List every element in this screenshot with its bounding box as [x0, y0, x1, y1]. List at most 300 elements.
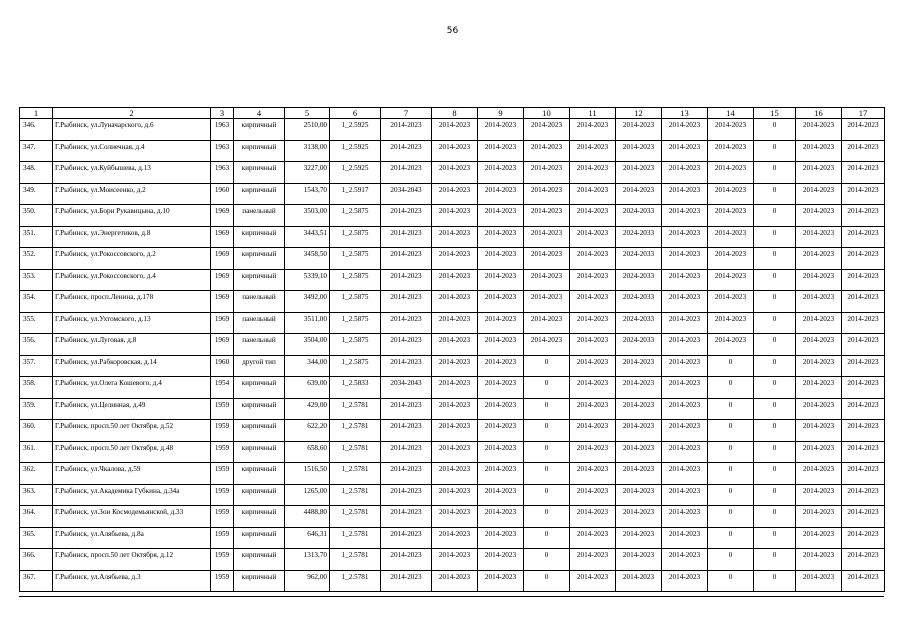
- area-cell: 3504,00: [285, 334, 330, 356]
- code-cell: 1_2.5781: [330, 570, 381, 592]
- period-col-14-cell: 2014-2023: [708, 291, 754, 313]
- period-col-10-cell: 0: [524, 484, 570, 506]
- address-cell: Г.Рыбинск, ул.Целинная, д.49: [53, 398, 211, 420]
- wall-material-cell: кирпичный: [234, 484, 285, 506]
- wall-material-cell: другой тип: [234, 355, 285, 377]
- period-col-14-cell: 2014-2023: [708, 248, 754, 270]
- code-cell: 1_2.5925: [330, 140, 381, 162]
- period-col-13-cell: 2014-2023: [662, 355, 708, 377]
- row-number-cell: 351.: [20, 226, 53, 248]
- row-number-cell: 366.: [20, 549, 53, 571]
- code-cell: 1_2.5925: [330, 119, 381, 141]
- period-col-17-cell: 2014-2023: [842, 570, 885, 592]
- period-col-12-cell: 2014-2023: [616, 355, 662, 377]
- column-header-12: 12: [616, 108, 662, 119]
- address-cell: Г.Рыбинск, ул.Олега Кошевого, д.4: [53, 377, 211, 399]
- period-col-14-cell: 2014-2023: [708, 334, 754, 356]
- row-number-cell: 367.: [20, 570, 53, 592]
- period-col-16-cell: 2014-2023: [796, 420, 842, 442]
- period-col-7-cell: 2014-2023: [381, 484, 432, 506]
- wall-material-cell: кирпичный: [234, 441, 285, 463]
- period-col-7-cell: 2014-2023: [381, 355, 432, 377]
- wall-material-cell: кирпичный: [234, 269, 285, 291]
- period-col-7-cell: 2014-2023: [381, 334, 432, 356]
- code-cell: 1_2.5781: [330, 441, 381, 463]
- table-body: [20, 119, 885, 592]
- area-cell: 3138,00: [285, 140, 330, 162]
- period-col-17-cell: 2014-2023: [842, 506, 885, 528]
- period-col-16-cell: 2014-2023: [796, 183, 842, 205]
- table-row: [20, 334, 885, 356]
- value-col-15-cell: 0: [754, 549, 796, 571]
- value-col-15-cell: 0: [754, 291, 796, 313]
- column-header-6: 6: [330, 108, 381, 119]
- period-col-11-cell: 2014-2023: [570, 549, 616, 571]
- period-col-9-cell: 2014-2023: [478, 119, 524, 141]
- period-col-13-cell: 2014-2023: [662, 441, 708, 463]
- period-col-11-cell: 2014-2023: [570, 205, 616, 227]
- period-col-16-cell: 2014-2023: [796, 355, 842, 377]
- period-col-10-cell: 0: [524, 420, 570, 442]
- year-built-cell: 1969: [211, 248, 234, 270]
- period-col-7-cell: 2014-2023: [381, 506, 432, 528]
- period-col-7-cell: 2014-2023: [381, 312, 432, 334]
- value-col-15-cell: 0: [754, 506, 796, 528]
- period-col-8-cell: 2014-2023: [432, 441, 478, 463]
- address-cell: Г.Рыбинск, просп.50 лет Октября, д.52: [53, 420, 211, 442]
- period-col-12-cell: 2014-2023: [616, 570, 662, 592]
- period-col-8-cell: 2014-2023: [432, 312, 478, 334]
- value-col-15-cell: 0: [754, 420, 796, 442]
- value-col-15-cell: 0: [754, 226, 796, 248]
- value-col-15-cell: 0: [754, 463, 796, 485]
- year-built-cell: 1959: [211, 420, 234, 442]
- row-number-cell: 359.: [20, 398, 53, 420]
- value-col-15-cell: 0: [754, 570, 796, 592]
- period-col-16-cell: 2014-2023: [796, 312, 842, 334]
- area-cell: 3443,51: [285, 226, 330, 248]
- period-col-11-cell: 2014-2023: [570, 269, 616, 291]
- column-header-11: 11: [570, 108, 616, 119]
- period-col-12-cell: 2024-2033: [616, 226, 662, 248]
- period-col-16-cell: 2014-2023: [796, 248, 842, 270]
- period-col-14-cell: 0: [708, 398, 754, 420]
- row-number-cell: 352.: [20, 248, 53, 270]
- wall-material-cell: кирпичный: [234, 527, 285, 549]
- page-number: 56: [446, 26, 459, 36]
- year-built-cell: 1959: [211, 570, 234, 592]
- period-col-9-cell: 2014-2023: [478, 570, 524, 592]
- period-col-8-cell: 2014-2023: [432, 398, 478, 420]
- period-col-9-cell: 2014-2023: [478, 140, 524, 162]
- column-number-row: [20, 108, 885, 119]
- area-cell: 1313,70: [285, 549, 330, 571]
- address-cell: Г.Рыбинск, просп.Ленина, д.178: [53, 291, 211, 313]
- year-built-cell: 1960: [211, 183, 234, 205]
- period-col-8-cell: 2014-2023: [432, 205, 478, 227]
- period-col-12-cell: 2014-2023: [616, 506, 662, 528]
- period-col-9-cell: 2014-2023: [478, 377, 524, 399]
- wall-material-cell: кирпичный: [234, 506, 285, 528]
- period-col-10-cell: 2014-2023: [524, 162, 570, 184]
- period-col-8-cell: 2014-2023: [432, 506, 478, 528]
- period-col-11-cell: 2014-2023: [570, 463, 616, 485]
- table-row: [20, 420, 885, 442]
- table-row: [20, 398, 885, 420]
- period-col-13-cell: 2014-2023: [662, 506, 708, 528]
- year-built-cell: 1959: [211, 506, 234, 528]
- row-number-cell: 357.: [20, 355, 53, 377]
- period-col-14-cell: 2014-2023: [708, 205, 754, 227]
- period-col-17-cell: 2014-2023: [842, 291, 885, 313]
- period-col-11-cell: 2014-2023: [570, 119, 616, 141]
- address-cell: Г.Рыбинск, ул.Моисеенко, д.2: [53, 183, 211, 205]
- period-col-8-cell: 2014-2023: [432, 570, 478, 592]
- column-header-3: 3: [211, 108, 234, 119]
- period-col-16-cell: 2014-2023: [796, 205, 842, 227]
- table-row: [20, 463, 885, 485]
- value-col-15-cell: 0: [754, 119, 796, 141]
- value-col-15-cell: 0: [754, 484, 796, 506]
- area-cell: 1543,70: [285, 183, 330, 205]
- period-col-14-cell: 2014-2023: [708, 162, 754, 184]
- table-row: [20, 484, 885, 506]
- period-col-10-cell: 0: [524, 527, 570, 549]
- period-col-11-cell: 2014-2023: [570, 441, 616, 463]
- page-bottom-rule: [19, 596, 884, 597]
- value-col-15-cell: 0: [754, 355, 796, 377]
- period-col-13-cell: 2014-2023: [662, 248, 708, 270]
- area-cell: 1516,50: [285, 463, 330, 485]
- row-number-cell: 365.: [20, 527, 53, 549]
- year-built-cell: 1963: [211, 140, 234, 162]
- period-col-8-cell: 2014-2023: [432, 355, 478, 377]
- period-col-14-cell: 0: [708, 441, 754, 463]
- table-row: [20, 570, 885, 592]
- period-col-10-cell: 0: [524, 463, 570, 485]
- period-col-13-cell: 2014-2023: [662, 183, 708, 205]
- address-cell: Г.Рыбинск, ул.Алябьева, д.8а: [53, 527, 211, 549]
- value-col-15-cell: 0: [754, 162, 796, 184]
- value-col-15-cell: 0: [754, 269, 796, 291]
- area-cell: 4488,80: [285, 506, 330, 528]
- area-cell: 429,00: [285, 398, 330, 420]
- period-col-16-cell: 2014-2023: [796, 441, 842, 463]
- column-header-4: 4: [234, 108, 285, 119]
- column-header-9: 9: [478, 108, 524, 119]
- value-col-15-cell: 0: [754, 312, 796, 334]
- period-col-9-cell: 2014-2023: [478, 355, 524, 377]
- period-col-7-cell: 2014-2023: [381, 269, 432, 291]
- period-col-10-cell: 0: [524, 549, 570, 571]
- area-cell: 639,00: [285, 377, 330, 399]
- period-col-8-cell: 2014-2023: [432, 420, 478, 442]
- year-built-cell: 1963: [211, 119, 234, 141]
- period-col-16-cell: 2014-2023: [796, 570, 842, 592]
- period-col-7-cell: 2014-2023: [381, 119, 432, 141]
- column-header-10: 10: [524, 108, 570, 119]
- table-row: [20, 140, 885, 162]
- row-number-cell: 353.: [20, 269, 53, 291]
- area-cell: 3227,00: [285, 162, 330, 184]
- address-cell: Г.Рыбинск, ул.Луговая, д.8: [53, 334, 211, 356]
- period-col-10-cell: 2014-2023: [524, 119, 570, 141]
- period-col-12-cell: 2014-2023: [616, 162, 662, 184]
- column-header-16: 16: [796, 108, 842, 119]
- period-col-9-cell: 2014-2023: [478, 291, 524, 313]
- period-col-9-cell: 2014-2023: [478, 205, 524, 227]
- table-row: [20, 248, 885, 270]
- period-col-10-cell: 2014-2023: [524, 334, 570, 356]
- period-col-17-cell: 2014-2023: [842, 441, 885, 463]
- period-col-9-cell: 2014-2023: [478, 463, 524, 485]
- period-col-16-cell: 2014-2023: [796, 269, 842, 291]
- period-col-7-cell: 2034-2043: [381, 183, 432, 205]
- code-cell: 1_2.5833: [330, 377, 381, 399]
- period-col-12-cell: 2024-2033: [616, 248, 662, 270]
- period-col-12-cell: 2014-2023: [616, 463, 662, 485]
- period-col-11-cell: 2014-2023: [570, 334, 616, 356]
- period-col-17-cell: 2014-2023: [842, 183, 885, 205]
- area-cell: 3492,00: [285, 291, 330, 313]
- row-number-cell: 355.: [20, 312, 53, 334]
- wall-material-cell: кирпичный: [234, 162, 285, 184]
- period-col-10-cell: 2014-2023: [524, 140, 570, 162]
- period-col-16-cell: 2014-2023: [796, 291, 842, 313]
- period-col-9-cell: 2014-2023: [478, 248, 524, 270]
- period-col-7-cell: 2014-2023: [381, 570, 432, 592]
- period-col-12-cell: 2014-2023: [616, 140, 662, 162]
- period-col-8-cell: 2014-2023: [432, 140, 478, 162]
- period-col-7-cell: 2014-2023: [381, 140, 432, 162]
- code-cell: 1_2.5875: [330, 269, 381, 291]
- period-col-12-cell: 2024-2033: [616, 291, 662, 313]
- code-cell: 1_2.5875: [330, 355, 381, 377]
- value-col-15-cell: 0: [754, 377, 796, 399]
- period-col-7-cell: 2014-2023: [381, 162, 432, 184]
- period-col-7-cell: 2014-2023: [381, 205, 432, 227]
- period-col-13-cell: 2014-2023: [662, 312, 708, 334]
- period-col-17-cell: 2014-2023: [842, 527, 885, 549]
- period-col-9-cell: 2014-2023: [478, 398, 524, 420]
- period-col-17-cell: 2014-2023: [842, 484, 885, 506]
- period-col-13-cell: 2014-2023: [662, 484, 708, 506]
- code-cell: 1_2.5925: [330, 162, 381, 184]
- period-col-11-cell: 2014-2023: [570, 312, 616, 334]
- period-col-10-cell: 0: [524, 570, 570, 592]
- table-row: [20, 377, 885, 399]
- period-col-16-cell: 2014-2023: [796, 506, 842, 528]
- area-cell: 344,00: [285, 355, 330, 377]
- period-col-9-cell: 2014-2023: [478, 269, 524, 291]
- period-col-11-cell: 2014-2023: [570, 140, 616, 162]
- period-col-8-cell: 2014-2023: [432, 162, 478, 184]
- period-col-16-cell: 2014-2023: [796, 398, 842, 420]
- period-col-8-cell: 2014-2023: [432, 463, 478, 485]
- period-col-8-cell: 2014-2023: [432, 183, 478, 205]
- period-col-16-cell: 2014-2023: [796, 377, 842, 399]
- year-built-cell: 1969: [211, 269, 234, 291]
- period-col-9-cell: 2014-2023: [478, 162, 524, 184]
- period-col-10-cell: 2014-2023: [524, 226, 570, 248]
- period-col-17-cell: 2014-2023: [842, 334, 885, 356]
- period-col-14-cell: 0: [708, 463, 754, 485]
- period-col-8-cell: 2014-2023: [432, 119, 478, 141]
- year-built-cell: 1969: [211, 334, 234, 356]
- period-col-12-cell: 2024-2033: [616, 312, 662, 334]
- period-col-17-cell: 2014-2023: [842, 377, 885, 399]
- row-number-cell: 363.: [20, 484, 53, 506]
- period-col-17-cell: 2014-2023: [842, 119, 885, 141]
- code-cell: 1_2.5781: [330, 549, 381, 571]
- year-built-cell: 1959: [211, 463, 234, 485]
- period-col-9-cell: 2014-2023: [478, 183, 524, 205]
- row-number-cell: 354.: [20, 291, 53, 313]
- value-col-15-cell: 0: [754, 183, 796, 205]
- row-number-cell: 349.: [20, 183, 53, 205]
- period-col-14-cell: 0: [708, 527, 754, 549]
- wall-material-cell: кирпичный: [234, 140, 285, 162]
- period-col-9-cell: 2014-2023: [478, 420, 524, 442]
- wall-material-cell: кирпичный: [234, 549, 285, 571]
- table-row: [20, 119, 885, 141]
- period-col-12-cell: 2014-2023: [616, 484, 662, 506]
- row-number-cell: 361.: [20, 441, 53, 463]
- period-col-13-cell: 2014-2023: [662, 398, 708, 420]
- period-col-17-cell: 2014-2023: [842, 205, 885, 227]
- period-col-7-cell: 2014-2023: [381, 441, 432, 463]
- period-col-11-cell: 2014-2023: [570, 420, 616, 442]
- period-col-12-cell: 2014-2023: [616, 183, 662, 205]
- period-col-10-cell: 2014-2023: [524, 291, 570, 313]
- period-col-8-cell: 2014-2023: [432, 527, 478, 549]
- area-cell: 962,00: [285, 570, 330, 592]
- row-number-cell: 364.: [20, 506, 53, 528]
- column-header-15: 15: [754, 108, 796, 119]
- value-col-15-cell: 0: [754, 248, 796, 270]
- period-col-11-cell: 2014-2023: [570, 291, 616, 313]
- column-header-13: 13: [662, 108, 708, 119]
- period-col-11-cell: 2014-2023: [570, 248, 616, 270]
- period-col-7-cell: 2014-2023: [381, 226, 432, 248]
- address-cell: Г.Рыбинск, просп.50 лет Октября, д.12: [53, 549, 211, 571]
- table-row: [20, 355, 885, 377]
- code-cell: 1_2.5781: [330, 420, 381, 442]
- area-cell: 3458,50: [285, 248, 330, 270]
- wall-material-cell: панельный: [234, 291, 285, 313]
- wall-material-cell: кирпичный: [234, 463, 285, 485]
- period-col-7-cell: 2014-2023: [381, 291, 432, 313]
- period-col-13-cell: 2014-2023: [662, 377, 708, 399]
- period-col-8-cell: 2014-2023: [432, 226, 478, 248]
- value-col-15-cell: 0: [754, 334, 796, 356]
- address-cell: Г.Рыбинск, ул.Рабкоровская, д.14: [53, 355, 211, 377]
- code-cell: 1_2.5781: [330, 398, 381, 420]
- period-col-10-cell: 2014-2023: [524, 269, 570, 291]
- column-header-14: 14: [708, 108, 754, 119]
- code-cell: 1_2.5875: [330, 248, 381, 270]
- period-col-16-cell: 2014-2023: [796, 549, 842, 571]
- period-col-13-cell: 2014-2023: [662, 269, 708, 291]
- period-col-7-cell: 2014-2023: [381, 549, 432, 571]
- period-col-12-cell: 2024-2033: [616, 334, 662, 356]
- period-col-13-cell: 2014-2023: [662, 549, 708, 571]
- year-built-cell: 1959: [211, 441, 234, 463]
- period-col-17-cell: 2014-2023: [842, 140, 885, 162]
- table-row: [20, 183, 885, 205]
- code-cell: 1_2.5875: [330, 312, 381, 334]
- period-col-16-cell: 2014-2023: [796, 463, 842, 485]
- period-col-9-cell: 2014-2023: [478, 527, 524, 549]
- period-col-12-cell: 2024-2033: [616, 269, 662, 291]
- wall-material-cell: кирпичный: [234, 398, 285, 420]
- period-col-11-cell: 2014-2023: [570, 484, 616, 506]
- column-header-7: 7: [381, 108, 432, 119]
- period-col-14-cell: 0: [708, 506, 754, 528]
- row-number-cell: 346.: [20, 119, 53, 141]
- wall-material-cell: панельный: [234, 312, 285, 334]
- period-col-13-cell: 2014-2023: [662, 463, 708, 485]
- period-col-9-cell: 2014-2023: [478, 334, 524, 356]
- period-col-8-cell: 2014-2023: [432, 334, 478, 356]
- period-col-12-cell: 2014-2023: [616, 549, 662, 571]
- period-col-16-cell: 2014-2023: [796, 119, 842, 141]
- year-built-cell: 1959: [211, 484, 234, 506]
- period-col-10-cell: 0: [524, 398, 570, 420]
- period-col-8-cell: 2014-2023: [432, 549, 478, 571]
- table-row: [20, 312, 885, 334]
- period-col-14-cell: 0: [708, 355, 754, 377]
- value-col-15-cell: 0: [754, 205, 796, 227]
- code-cell: 1_2.5875: [330, 226, 381, 248]
- table-row: [20, 527, 885, 549]
- period-col-13-cell: 2014-2023: [662, 420, 708, 442]
- wall-material-cell: панельный: [234, 205, 285, 227]
- period-col-11-cell: 2014-2023: [570, 506, 616, 528]
- row-number-cell: 347.: [20, 140, 53, 162]
- period-col-10-cell: 2014-2023: [524, 205, 570, 227]
- period-col-14-cell: 2014-2023: [708, 183, 754, 205]
- period-col-16-cell: 2014-2023: [796, 334, 842, 356]
- address-cell: Г.Рыбинск, ул.Зои Космодемьянской, д.33: [53, 506, 211, 528]
- period-col-17-cell: 2014-2023: [842, 226, 885, 248]
- period-col-16-cell: 2014-2023: [796, 527, 842, 549]
- period-col-14-cell: 2014-2023: [708, 140, 754, 162]
- period-col-13-cell: 2014-2023: [662, 226, 708, 248]
- period-col-7-cell: 2014-2023: [381, 398, 432, 420]
- year-built-cell: 1969: [211, 226, 234, 248]
- period-col-14-cell: 0: [708, 484, 754, 506]
- period-col-7-cell: 2034-2043: [381, 377, 432, 399]
- period-col-17-cell: 2014-2023: [842, 463, 885, 485]
- period-col-13-cell: 2014-2023: [662, 291, 708, 313]
- value-col-15-cell: 0: [754, 398, 796, 420]
- period-col-7-cell: 2014-2023: [381, 527, 432, 549]
- column-header-2: 2: [53, 108, 211, 119]
- value-col-15-cell: 0: [754, 140, 796, 162]
- address-cell: Г.Рыбинск, ул.Рокоссовского, д.2: [53, 248, 211, 270]
- wall-material-cell: кирпичный: [234, 248, 285, 270]
- column-header-8: 8: [432, 108, 478, 119]
- address-cell: Г.Рыбинск, ул.Академика Губкина, д.34а: [53, 484, 211, 506]
- table-row: [20, 506, 885, 528]
- period-col-14-cell: 0: [708, 377, 754, 399]
- period-col-16-cell: 2014-2023: [796, 226, 842, 248]
- period-col-17-cell: 2014-2023: [842, 162, 885, 184]
- period-col-9-cell: 2014-2023: [478, 441, 524, 463]
- table-row: [20, 269, 885, 291]
- period-col-17-cell: 2014-2023: [842, 398, 885, 420]
